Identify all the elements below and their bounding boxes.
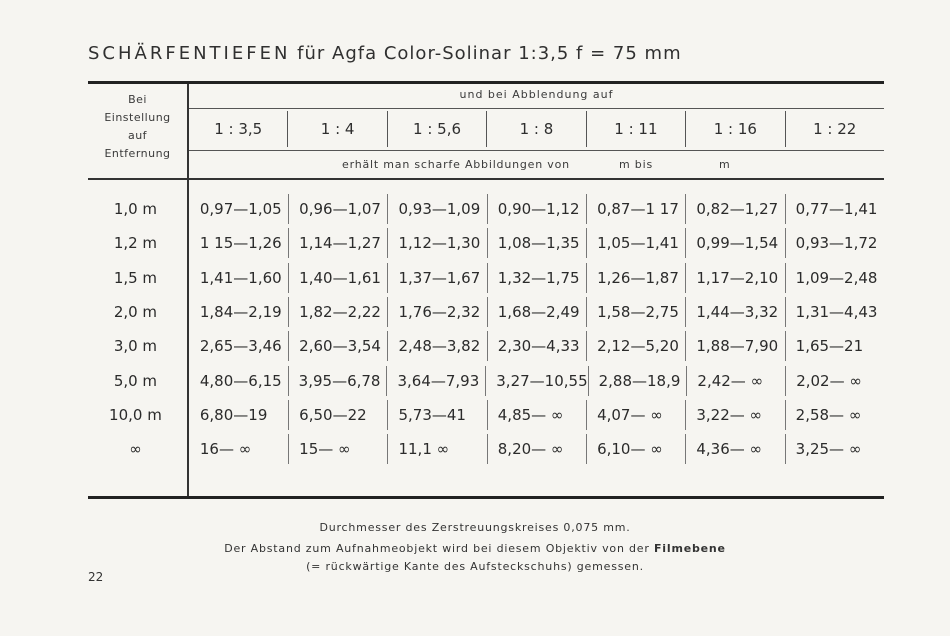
aperture-header: 1 : 16 — [685, 111, 784, 147]
distance-header-line: Entfernung — [104, 147, 171, 160]
distance-cell: 1,2 m — [113, 234, 158, 253]
page-number: 22 — [88, 570, 104, 584]
range-cell: 1,31—4,43 — [785, 297, 884, 327]
range-cell: 2,58— ∞ — [785, 400, 884, 430]
range-cell: 2,12—5,20 — [586, 331, 685, 361]
range-cell: 6,80—19 — [199, 405, 268, 424]
range-cell: 6,50—22 — [288, 400, 387, 430]
note-circle-of-confusion: Durchmesser des Zerstreuungskreises 0,075 mm. — [319, 521, 631, 534]
note-measurement-text: Der Abstand zum Aufnahmeobjekt wird bei diesem Objektiv von der — [224, 542, 650, 555]
distance-cell: 2,0 m — [113, 303, 158, 322]
range-caption-text: erhält man scharfe Abbildungen von — [342, 158, 570, 171]
range-cell: 2,30—4,33 — [487, 331, 586, 361]
range-cell: 3,95—6,78 — [288, 366, 387, 396]
note-measurement-2: (= rückwärtige Kante des Aufsteckschuhs) gemessen. — [306, 560, 644, 573]
distance-cell: ∞ — [129, 440, 142, 459]
range-cell: 1,26—1,87 — [586, 263, 685, 293]
range-cell: 0,93—1,72 — [785, 228, 884, 258]
distance-header-line: auf — [127, 129, 148, 142]
range-cell: 2,65—3,46 — [199, 337, 282, 356]
range-cell: 0,87—1 17 — [586, 194, 685, 224]
range-cell: 3,27—10,55 — [485, 366, 587, 396]
aperture-group-header: und bei Abblendung auf — [459, 88, 614, 101]
distance-cell: 1,0 m — [113, 200, 158, 219]
range-cell: 1,84—2,19 — [199, 303, 282, 322]
note-filmebene: Filmebene — [653, 542, 726, 555]
range-cell: 4,36— ∞ — [685, 434, 784, 464]
range-cell: 6,10— ∞ — [586, 434, 685, 464]
range-cell: 1,76—2,32 — [387, 297, 486, 327]
range-cell: 8,20— ∞ — [487, 434, 586, 464]
range-cell: 0,93—1,09 — [387, 194, 486, 224]
aperture-header: 1 : 4 — [287, 111, 386, 147]
range-cell: 2,42— ∞ — [686, 366, 785, 396]
range-cell: 5,73—41 — [387, 400, 486, 430]
distance-header-line: Einstellung — [104, 111, 171, 124]
range-caption-m: m — [719, 158, 731, 171]
range-cell: 1,88—7,90 — [685, 331, 784, 361]
table-row — [88, 295, 884, 329]
range-cell: 15— ∞ — [288, 434, 387, 464]
title-rest: für Agfa Color-Solinar 1:3,5 f = 75 mm — [297, 43, 682, 64]
range-cell: 1,82—2,22 — [288, 297, 387, 327]
range-cell: 1,12—1,30 — [387, 228, 486, 258]
range-cell: 0,99—1,54 — [685, 228, 784, 258]
aperture-header: 1 : 5,6 — [387, 111, 486, 147]
table-row — [88, 261, 884, 295]
note-measurement — [0, 542, 950, 555]
range-caption — [189, 158, 884, 174]
range-cells — [190, 194, 884, 224]
range-cell: 1,05—1,41 — [586, 228, 685, 258]
header-rule — [189, 108, 884, 109]
range-cell: 2,60—3,54 — [288, 331, 387, 361]
aperture-header: 1 : 11 — [586, 111, 685, 147]
range-cell: 11,1 ∞ — [387, 434, 486, 464]
range-cell: 1,08—1,35 — [487, 228, 586, 258]
range-cell: 1,09—2,48 — [785, 263, 884, 293]
range-cell: 0,97—1,05 — [199, 200, 282, 219]
range-cell: 4,80—6,15 — [199, 371, 282, 390]
range-cell: 2,02— ∞ — [785, 366, 884, 396]
range-cell: 1,68—2,49 — [487, 297, 586, 327]
table-top-rule — [88, 81, 884, 84]
range-cell: 1,65—21 — [785, 331, 884, 361]
distance-header-line: Bei — [128, 93, 147, 106]
table-row — [88, 363, 884, 397]
aperture-header: 1 : 8 — [486, 111, 585, 147]
range-cell: 4,85— ∞ — [487, 400, 586, 430]
distance-cell: 3,0 m — [113, 337, 158, 356]
range-cell: 1,17—2,10 — [685, 263, 784, 293]
range-cell: 1,37—1,67 — [387, 263, 486, 293]
range-cell: 1,14—1,27 — [288, 228, 387, 258]
range-cell: 0,90—1,12 — [487, 194, 586, 224]
range-cell: 0,96—1,07 — [288, 194, 387, 224]
range-cell: 4,07— ∞ — [586, 400, 685, 430]
table-row — [88, 432, 884, 466]
range-cell: 0,82—1,27 — [685, 194, 784, 224]
range-cells — [190, 228, 884, 258]
range-cell: 2,88—18,9 — [588, 366, 687, 396]
range-cell: 2,48—3,82 — [387, 331, 486, 361]
header-rule — [189, 150, 884, 151]
range-cells — [190, 400, 884, 430]
depth-of-field-table — [88, 192, 884, 466]
distance-cell: 1,5 m — [113, 268, 158, 287]
range-cell: 3,64—7,93 — [386, 366, 485, 396]
table-row — [88, 329, 884, 363]
page-title — [88, 43, 682, 64]
range-cell: 1,41—1,60 — [199, 268, 282, 287]
range-caption-m-bis: m bis — [619, 158, 653, 171]
range-cell: 1,44—3,32 — [685, 297, 784, 327]
range-cell: 1,58—2,75 — [586, 297, 685, 327]
table-bottom-rule — [88, 496, 884, 499]
distance-header — [88, 91, 187, 175]
range-cells — [190, 434, 884, 464]
aperture-header-row — [189, 111, 884, 147]
aperture-header: 1 : 22 — [785, 111, 884, 147]
range-cell: 0,77—1,41 — [785, 194, 884, 224]
distance-cell: 10,0 m — [109, 405, 162, 424]
title-caps: SCHÄRFENTIEFEN — [88, 43, 291, 64]
header-bottom-rule — [88, 178, 884, 180]
range-cell: 3,22— ∞ — [685, 400, 784, 430]
range-cell: 16— ∞ — [199, 440, 252, 459]
range-cell: 1 15—1,26 — [199, 234, 282, 253]
range-cell: 3,25— ∞ — [785, 434, 884, 464]
table-row — [88, 398, 884, 432]
range-cells — [190, 331, 884, 361]
aperture-header: 1 : 3,5 — [214, 120, 263, 138]
table-row — [88, 226, 884, 260]
range-cells — [190, 366, 884, 396]
range-cells — [190, 297, 884, 327]
table-row — [88, 192, 884, 226]
distance-cell: 5,0 m — [113, 371, 158, 390]
range-cells — [190, 263, 884, 293]
range-cell: 1,32—1,75 — [487, 263, 586, 293]
range-cell: 1,40—1,61 — [288, 263, 387, 293]
